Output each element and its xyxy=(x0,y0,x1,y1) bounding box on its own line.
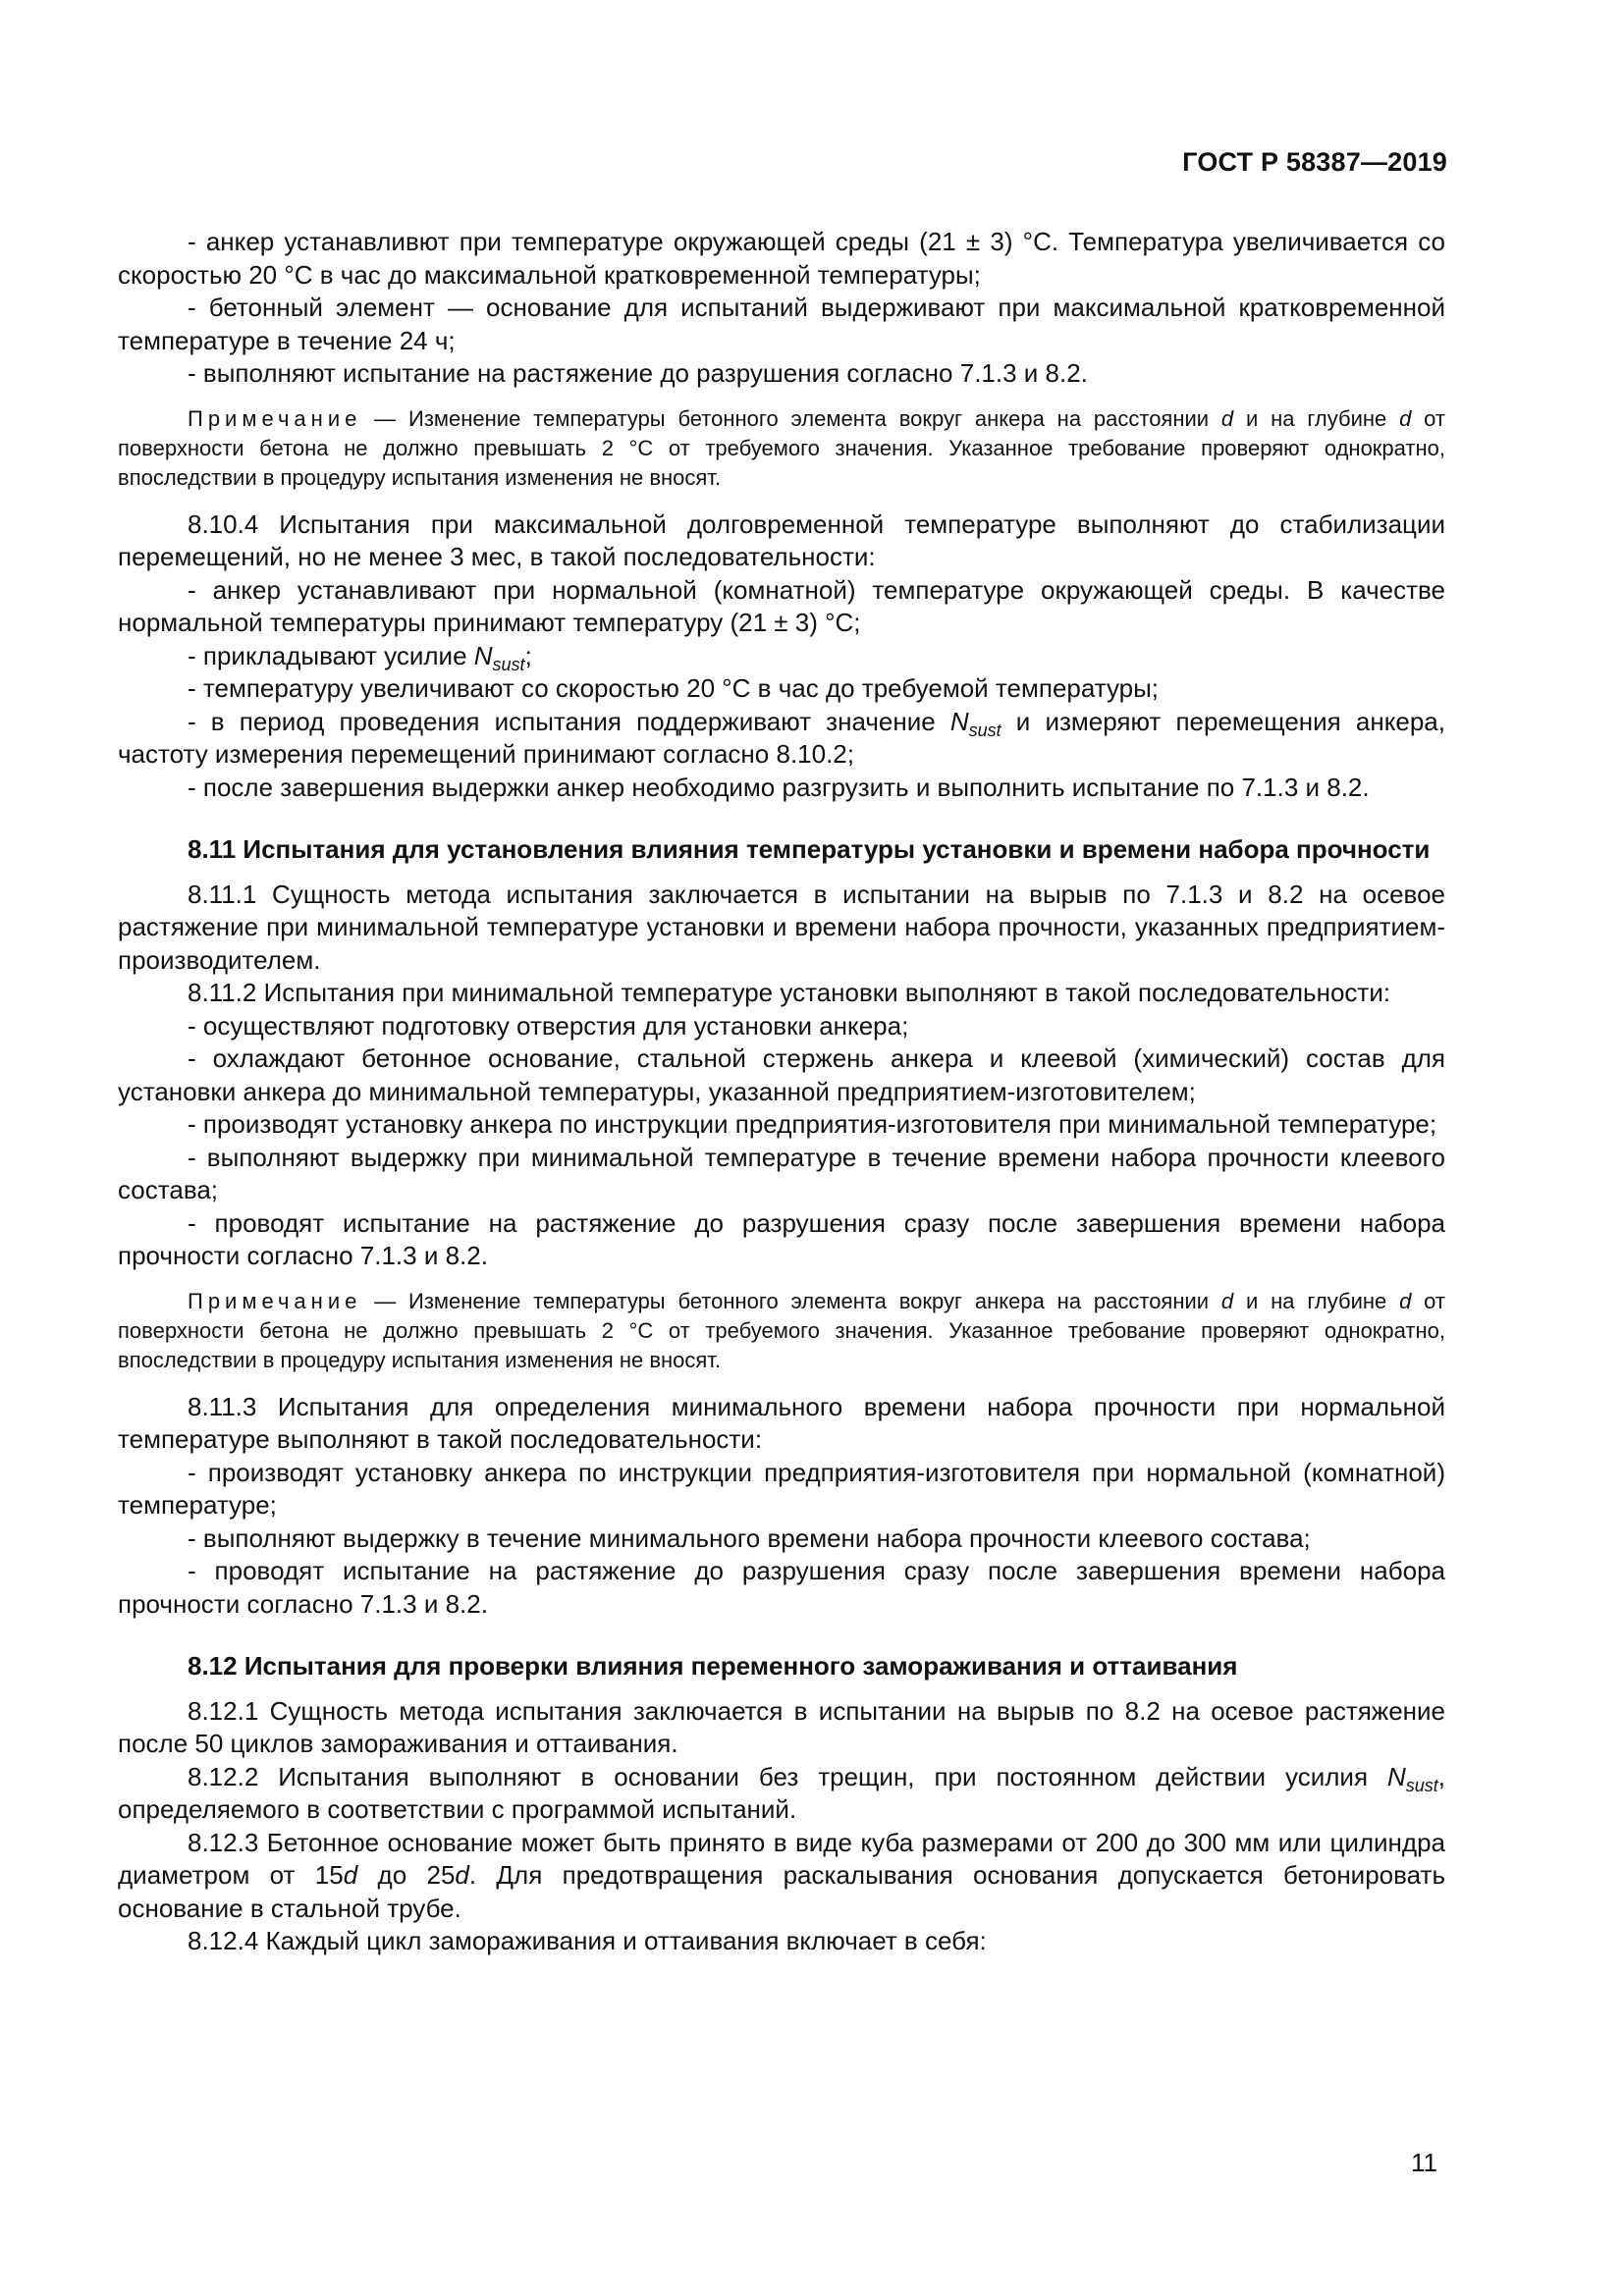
note-label: Примечание xyxy=(188,1288,362,1313)
list-item: - выполняют выдержку в течение минимального времени набора прочности клеевого состава; xyxy=(188,1522,1311,1553)
paragraph-8-12-3: 8.12.3 Бетонное основание может быть принято в виде куба размерами от 200 до 300 мм или цилиндра диаметром от 15d до 25d. Для предотвращения раскалывания основания допускается бетонировать основание в стальной трубе. xyxy=(118,1827,1445,1923)
paragraph-8-12-4: 8.12.4 Каждый цикл замораживания и оттаивания включает в себя: xyxy=(188,1926,987,1955)
list-item: - после завершения выдержки анкер необходимо разгрузить и выполнить испытание по 7.1.3 и 8.2. xyxy=(188,772,1370,802)
list-item: - прикладывают усилие $N_{sust}$; xyxy=(188,640,532,674)
list-item: - в период проведения испытания поддерживают значение $N_{sust}$ и измеряют перемещения анкера, частоту измерения перемещений принимают согласно 8.10.2; xyxy=(118,706,1445,769)
list-item: - анкер устанавливют при температуре окружающей среды (21 ± 3) °C. Температура увеличивается со скоростью 20 °C в час до максимальной кратковременной температуры; xyxy=(118,227,1445,290)
list-item: - анкер устанавливают при нормальной (комнатной) температуре окружающей среды. В качестве нормальной температуры принимают температуру (21 ± 3) °C; xyxy=(118,574,1445,637)
paragraph-8-11-3: 8.11.3 Испытания для определения минимального времени набора прочности при нормальной температуре выполняют в такой последовательности: xyxy=(118,1391,1445,1454)
paragraph-8-12-1: 8.12.1 Сущность метода испытания заключается в испытании на вырыв по 8.2 на осевое растяжение после 50 циклов замораживания и оттаивания. xyxy=(118,1695,1445,1758)
list-item: - производят установку анкера по инструкции предприятия-изготовителя при нормальной (комнатной) температуре; xyxy=(118,1457,1445,1520)
paragraph-8-10-4: 8.10.4 Испытания при максимальной долговременной температуре выполняют до стабилизации перемещений, но не менее 3 мес, в такой последовательности: xyxy=(118,508,1445,571)
paragraph-8-11-2: 8.11.2 Испытания при минимальной температуре установки выполняют в такой последовательности: xyxy=(188,978,1391,1007)
paragraph-8-12-2: 8.12.2 Испытания выполняют в основании без трещин, при постоянном действии усилия $N_{sust}$, определяемого в соответствии с программой испытаний. xyxy=(118,1761,1445,1824)
note-block: Примечание — Изменение температуры бетонного элемента вокруг анкера на расстоянии d и на глубине d от поверхности бетона не должно превышать 2 °C от требуемого значения. Указанное требование проверяют однократно, впоследствии в процедуру испытания изменения не вносят. xyxy=(118,405,1445,490)
list-item: - проводят испытание на растяжение до разрушения сразу после завершения времени набора прочности согласно 7.1.3 и 8.2. xyxy=(118,1207,1445,1270)
list-item: - осуществляют подготовку отверстия для установки анкера; xyxy=(188,1010,909,1041)
note-label: Примечание xyxy=(188,405,362,431)
page-number: 11 xyxy=(1411,2148,1437,2177)
list-item: - производят установку анкера по инструкции предприятия-изготовителя при минимальной температуре; xyxy=(188,1109,1437,1139)
list-item: - бетонный элемент — основание для испытаний выдерживают при максимальной кратковременной температуре в течение 24 ч; xyxy=(118,293,1445,355)
document-code-header: ГОСТ Р 58387—2019 xyxy=(1182,147,1447,177)
list-item: - охлаждают бетонное основание, стальной стержень анкера и клеевой (химический) состав для установки анкера до минимальной температуры, указанной предприятием-изготовителем; xyxy=(118,1043,1445,1106)
list-item: - проводят испытание на растяжение до разрушения сразу после завершения времени набора прочности согласно 7.1.3 и 8.2. xyxy=(118,1556,1445,1619)
list-item: - выполняют выдержку при минимальной температуре в течение времени набора прочности клеевого состава; xyxy=(118,1142,1445,1204)
document-body xyxy=(118,226,1445,1958)
list-item: - выполняют испытание на растяжение до разрушения согласно 7.1.3 и 8.2. xyxy=(188,358,1088,388)
section-heading-8-11: 8.11 Испытания для установления влияния температуры установки и времени набора прочности xyxy=(188,834,1431,864)
paragraph-8-11-1: 8.11.1 Сущность метода испытания заключается в испытании на вырыв по 7.1.3 и 8.2 на осевое растяжение при минимальной температуре установки и времени набора прочности, указанных предприятием-производителем. xyxy=(118,879,1445,975)
section-heading-8-12: 8.12 Испытания для проверки влияния переменного замораживания и оттаивания xyxy=(188,1651,1238,1681)
note-block: Примечание — Изменение температуры бетонного элемента вокруг анкера на расстоянии d и на глубине d от поверхности бетона не должно превышать 2 °C от требуемого значения. Указанное требование проверяют однократно, впоследствии в процедуру испытания изменения не вносят. xyxy=(118,1288,1445,1372)
list-item: - температуру увеличивают со скоростью 20 °C в час до требуемой температуры; xyxy=(188,673,1160,703)
